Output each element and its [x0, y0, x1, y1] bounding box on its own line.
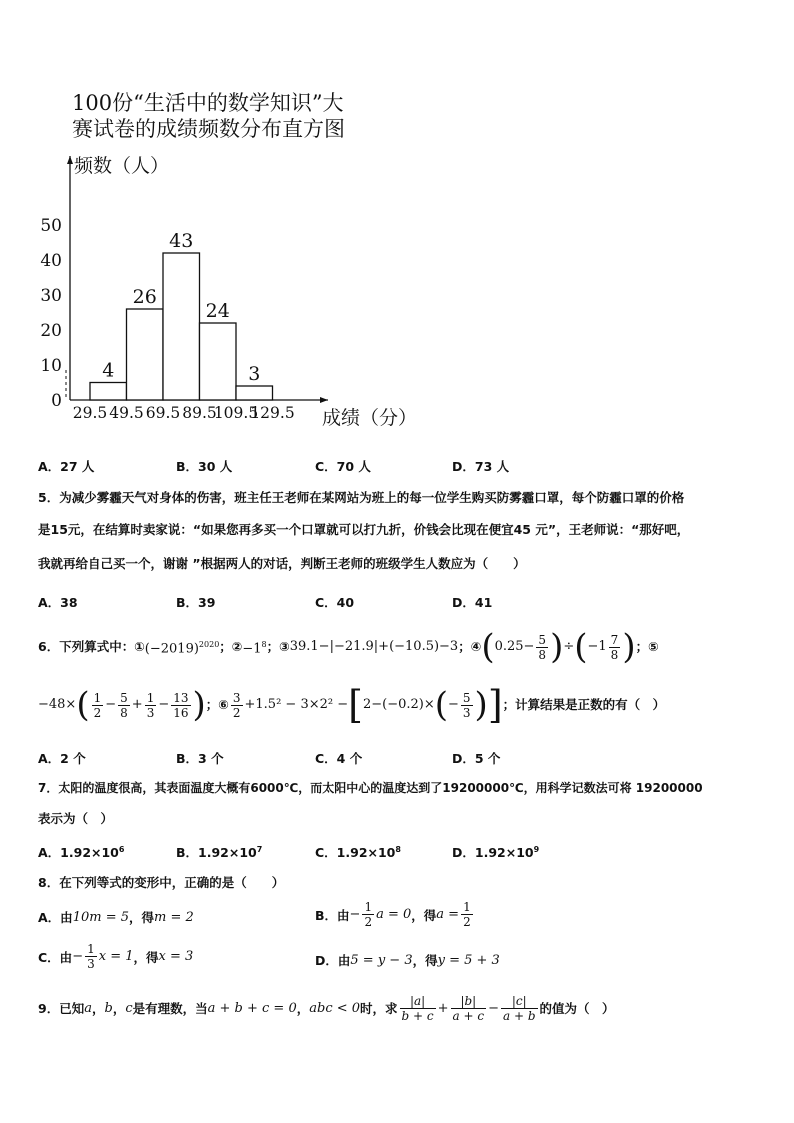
q6-intro: 6．下列算式中：①	[38, 639, 145, 654]
fraction	[461, 691, 473, 720]
q8-b-result: a =	[436, 907, 460, 922]
histogram-bar	[163, 253, 200, 400]
q6-expr6-mid: +1.5² − 3×2² −	[244, 697, 349, 712]
q4-option-b[interactable]: B．30 人	[176, 459, 233, 474]
q8-c-prefix: C．由	[38, 949, 73, 965]
q9-prefix: 9．已知	[38, 1000, 85, 1016]
plus-sign: +	[437, 1000, 449, 1016]
numerator: 5	[538, 632, 547, 647]
x-tick-label: 109.5	[213, 404, 259, 422]
fraction	[171, 691, 190, 720]
numerator: 1	[146, 690, 155, 705]
left-paren: (	[574, 627, 588, 667]
q7-option-c-base: C．1.92×10	[315, 845, 396, 860]
q5-option-a[interactable]: A．38	[38, 595, 78, 610]
q4-option-c[interactable]: C．70 人	[315, 459, 371, 474]
histogram-chart	[28, 148, 448, 438]
minus-sign: −	[448, 697, 459, 712]
q6-label4: ；④	[458, 639, 482, 654]
q9-mid2: 时，求	[360, 1000, 398, 1016]
denominator: 3	[87, 957, 95, 971]
q6-label5: ；⑤	[635, 639, 659, 654]
denominator: a + c	[452, 1009, 485, 1023]
q7-option-b-exp: 7	[256, 844, 263, 854]
left-paren: (	[434, 685, 448, 725]
bar-value-label: 3	[248, 363, 261, 385]
minus-sign: −	[158, 697, 170, 712]
numerator: 3	[232, 690, 241, 705]
q5-option-d[interactable]: D．41	[452, 595, 493, 610]
denominator: 2	[232, 705, 241, 720]
q6-expr4	[481, 627, 636, 667]
var-a: a	[84, 1000, 92, 1016]
histogram-bar	[236, 386, 273, 400]
q9-mid1: 是有理数，当	[132, 1000, 208, 1016]
q8-option-a[interactable]	[38, 908, 194, 926]
denominator: 8	[538, 647, 547, 662]
denominator: b + c	[401, 1009, 434, 1023]
q7-option-a[interactable]	[38, 843, 124, 861]
bar-value-label: 24	[205, 300, 230, 322]
q7-option-a-base: A．1.92×10	[38, 845, 119, 860]
q7-option-b-base: B．1.92×10	[176, 845, 257, 860]
q9-condition1: a + b + c = 0	[207, 1000, 297, 1016]
numerator: 5	[462, 690, 471, 705]
q8-c-mid: ，得	[133, 949, 159, 965]
q6-tail: ；计算结果是正数的有（ ）	[502, 697, 666, 712]
q6-expr2-base: −1	[242, 641, 262, 657]
y-tick-label: 0	[51, 391, 62, 411]
q8-a-mid: ，得	[129, 910, 155, 925]
q6-expr6-inner: 2−(−0.2)×	[362, 697, 435, 712]
right-paren: )	[550, 627, 564, 667]
denominator: 2	[93, 705, 102, 720]
numerator: 1	[87, 942, 95, 956]
y-tick-label: 30	[40, 286, 62, 306]
q8-a-equation: 10m = 5	[72, 909, 129, 925]
fraction	[231, 691, 243, 720]
q8-stem: 8．在下列等式的变形中，正确的是（ ）	[38, 875, 285, 890]
comma: ，	[112, 1000, 126, 1016]
q8-a-result: m = 2	[154, 909, 194, 925]
numerator: 1	[463, 900, 471, 914]
q5-line3: 我就再给自己买一个，谢谢 ”根据两人的对话，判断王老师的班级学生人数应为（ ）	[38, 556, 526, 571]
x-tick-label: 129.5	[250, 404, 295, 422]
minus-sign: −	[72, 949, 84, 964]
q5-option-b[interactable]: B．39	[176, 595, 216, 610]
x-tick-label: 89.5	[182, 404, 217, 422]
q8-option-d[interactable]	[315, 951, 500, 969]
q6-label6: ；⑥	[205, 697, 229, 712]
denominator: 2	[364, 915, 373, 929]
q7-option-c[interactable]	[315, 843, 401, 861]
fraction	[451, 994, 487, 1023]
q6-expr3: 39.1−|−21.9|+(−10.5)−3	[289, 639, 459, 654]
q6-expr2-exp: 8	[261, 639, 267, 649]
right-paren: )	[192, 685, 206, 725]
q4-option-d[interactable]: D．73 人	[452, 459, 510, 474]
fraction	[362, 900, 374, 929]
histogram-bar	[127, 309, 164, 400]
q8-d-mid: ，得	[412, 953, 438, 968]
q8-d-equation: 5 = y − 3	[350, 952, 413, 968]
x-tick-label: 69.5	[145, 404, 181, 422]
q6-label2: ；②	[219, 639, 243, 654]
y-tick-label: 50	[40, 216, 62, 236]
q7-option-a-exp: 6	[118, 844, 125, 854]
fraction	[501, 994, 538, 1023]
x-tick-label: 49.5	[109, 404, 144, 422]
x-axis-label: 成绩（分）	[322, 407, 418, 429]
chart-title-line1: 100份“生活中的数学知识”大	[72, 91, 344, 115]
q8-b-prefix: B．由	[315, 907, 350, 923]
q6-expr1-base: (−2019)	[144, 641, 199, 657]
right-paren: )	[622, 627, 636, 667]
q9-tail: 的值为（ ）	[539, 1000, 615, 1016]
q5-option-c[interactable]: C．40	[315, 595, 355, 610]
q9-stem	[38, 994, 615, 1023]
divide-sign: ÷	[563, 639, 575, 654]
q9-condition2: abc < 0	[309, 1000, 361, 1016]
q6-option-d[interactable]: D．5 个	[452, 751, 501, 766]
q7-option-c-exp: 8	[395, 844, 401, 854]
var-c: c	[125, 1000, 133, 1016]
q6-option-b[interactable]: B．3 个	[176, 751, 224, 766]
q8-d-result: y = 5 + 3	[437, 952, 500, 968]
y-tick-label: 20	[40, 321, 62, 341]
denominator: 16	[173, 705, 189, 720]
minus-sign: −	[105, 697, 117, 712]
q6-line2	[38, 683, 666, 727]
x-tick-label: 29.5	[72, 404, 108, 422]
q8-option-c[interactable]	[38, 942, 193, 971]
y-axis-label: 频数（人）	[74, 155, 170, 177]
numerator: 1	[93, 690, 102, 705]
q6-line1	[38, 627, 659, 667]
y-tick-label: 40	[40, 251, 62, 271]
left-paren: (	[481, 627, 495, 667]
q8-option-b[interactable]	[315, 900, 475, 929]
bar-value-label: 4	[102, 359, 115, 382]
left-paren: (	[76, 685, 90, 725]
q8-b-equation: a = 0	[376, 907, 412, 922]
q7-line2: 表示为（ ）	[38, 811, 114, 826]
bar-value-label: 43	[169, 230, 194, 252]
plus-sign: +	[131, 697, 143, 712]
q6-option-c[interactable]: C．4 个	[315, 751, 363, 766]
denominator: 3	[462, 705, 471, 720]
fraction	[400, 994, 436, 1023]
minus-sign: −	[488, 1000, 500, 1016]
q5-line2: 是15元，在结算时卖家说：“如果您再多买一个口罩就可以打九折，价钱会比现在便宜45 元”，王老师说：“那好吧，	[38, 522, 690, 537]
histogram-bar	[200, 323, 237, 400]
bar-value-label: 26	[132, 286, 157, 308]
right-bracket: ]	[487, 683, 503, 727]
q7-option-d[interactable]	[452, 843, 539, 861]
histogram-bar	[90, 383, 127, 401]
x-axis-arrow-icon	[320, 397, 328, 403]
fraction	[609, 633, 621, 662]
denominator: 2	[463, 915, 471, 929]
y-tick-label: 10	[40, 356, 62, 376]
q8-a-prefix: A．由	[38, 910, 73, 925]
fraction	[536, 633, 548, 662]
q6-expr2	[242, 636, 266, 658]
numerator: |b|	[460, 994, 477, 1008]
q7-option-b[interactable]	[176, 843, 262, 861]
comma: ，	[91, 1000, 105, 1016]
right-paren: )	[474, 685, 488, 725]
fraction	[145, 691, 157, 720]
numerator: |a|	[409, 994, 426, 1008]
q4-option-a[interactable]: A．27 人	[38, 459, 95, 474]
q5-line1: 5．为减少雾霾天气对身体的伤害，班主任王老师在某网站为班上的每一位学生购买防雾霾口罩，每个防霾口罩的价格	[38, 490, 685, 505]
numerator: 1	[364, 900, 373, 914]
q8-c-equation: x = 1	[98, 949, 134, 964]
q8-c-result: x = 3	[158, 949, 194, 964]
q8-b-mid: ，得	[411, 907, 437, 923]
left-bracket: [	[348, 683, 363, 727]
chart-title-line2: 赛试卷的成绩频数分布直方图	[72, 117, 345, 141]
numerator: 5	[120, 690, 128, 705]
fraction	[85, 942, 97, 971]
fraction	[92, 691, 104, 720]
numerator: |c|	[511, 994, 527, 1008]
q6-expr4-a: 0.25−	[494, 639, 535, 654]
denominator: 8	[120, 705, 128, 720]
q8-d-prefix: D．由	[315, 953, 351, 968]
denominator: 3	[146, 705, 155, 720]
q7-option-d-base: D．1.92×10	[452, 845, 534, 860]
q6-expr5-a: −48×	[38, 697, 77, 712]
numerator: 13	[173, 690, 189, 705]
y-axis-arrow-icon	[67, 156, 73, 164]
q6-expr1	[145, 636, 219, 658]
minus-sign: −	[349, 907, 361, 922]
comma: ，	[296, 1000, 310, 1016]
denominator: a + b	[503, 1009, 536, 1023]
q6-expr4-b: −1	[587, 639, 607, 654]
numerator: 7	[610, 632, 619, 647]
q6-label3: ；③	[266, 639, 290, 654]
denominator: 8	[610, 647, 619, 662]
q6-expr1-exp: 2020	[198, 639, 220, 649]
var-b: b	[104, 1000, 113, 1016]
q6-option-a[interactable]: A．2 个	[38, 751, 86, 766]
fraction	[461, 900, 473, 929]
q7-line1: 7．太阳的温度很高，其表面温度大概有6000℃，而太阳中心的温度达到了19200000℃，用科学记数法可将 19200000	[38, 781, 703, 795]
q7-option-d-exp: 9	[533, 844, 540, 854]
fraction	[118, 691, 130, 720]
